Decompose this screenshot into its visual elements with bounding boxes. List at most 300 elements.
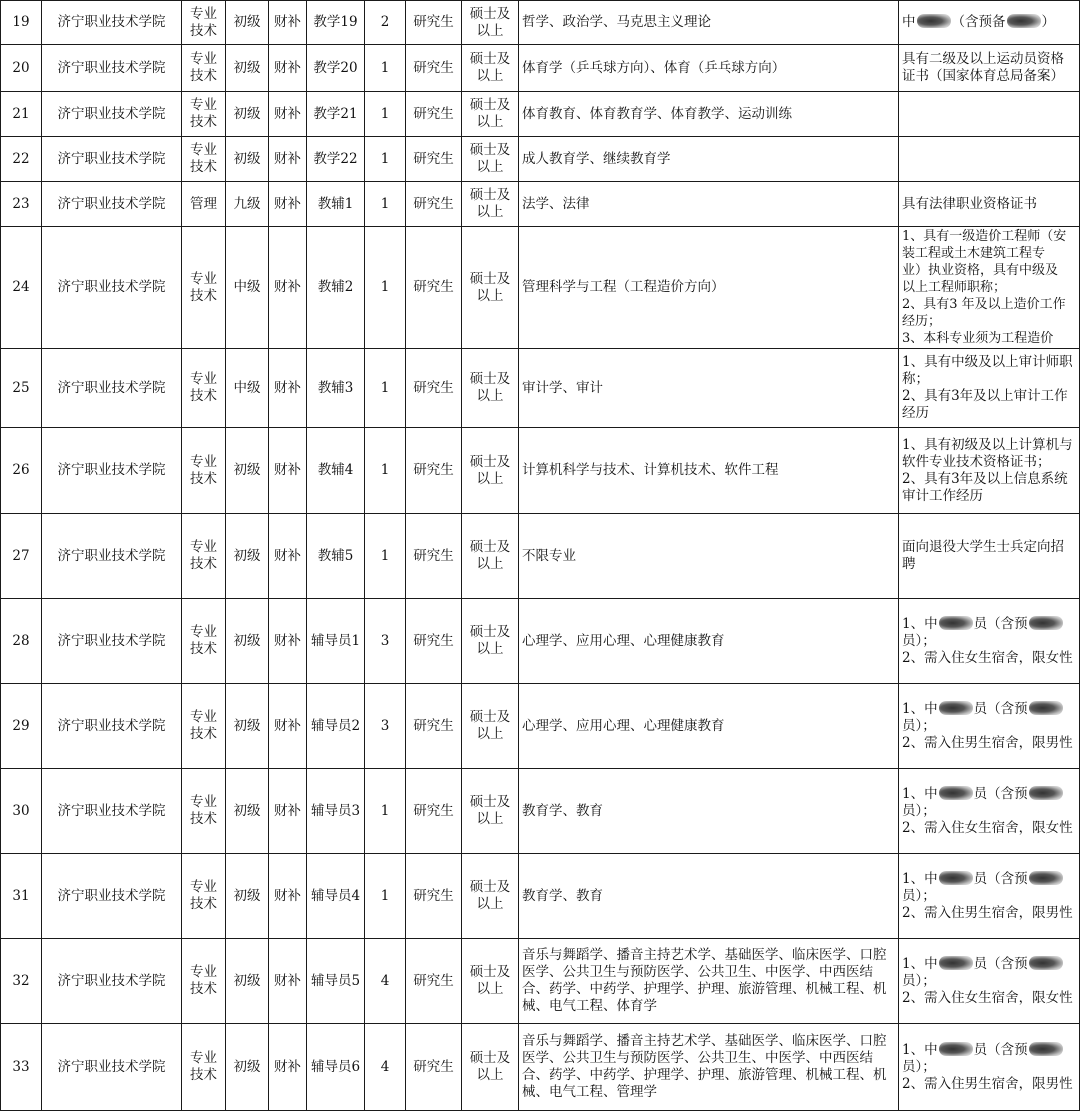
requirements-line: 员）；	[902, 1058, 936, 1075]
requirements-line: 员）；	[902, 887, 936, 904]
serial-number-cell: 32	[1, 939, 42, 1024]
requirements-fragment: 员（含预	[973, 955, 1028, 972]
table-row	[1, 684, 1080, 769]
organization-cell: 济宁职业技术学院	[42, 227, 182, 349]
table-row	[1, 92, 1080, 137]
post-level-cell: 初级	[226, 137, 269, 182]
requirements-line: 员）；	[902, 632, 936, 649]
post-level-cell: 初级	[226, 854, 269, 939]
requirements-line: 审计工作经历	[902, 487, 983, 504]
major-cell: 管理科学与工程（工程造价方向）	[519, 227, 899, 349]
post-type-cell-line: 专业	[190, 5, 217, 22]
post-type-cell-line: 专业	[190, 142, 217, 158]
organization-cell: 济宁职业技术学院	[42, 684, 182, 769]
post-level-cell: 初级	[226, 769, 269, 854]
post-name-cell: 教学22	[307, 137, 365, 182]
degree-cell-line: 以上	[476, 68, 504, 84]
headcount-cell: 1	[365, 45, 406, 92]
post-type-cell-line: 技术	[190, 22, 217, 39]
degree-cell-line: 硕士及	[469, 5, 511, 22]
degree-cell	[462, 227, 519, 349]
organization-cell: 济宁职业技术学院	[42, 1024, 182, 1111]
requirements-line: 1、具有初级及以上计算机与	[902, 436, 1073, 453]
degree-cell	[462, 514, 519, 599]
degree-cell-line: 以上	[476, 981, 504, 997]
education-cell: 研究生	[406, 92, 462, 137]
education-cell: 研究生	[406, 45, 462, 92]
serial-number-cell: 24	[1, 227, 42, 349]
post-type-cell-line: 专业	[190, 270, 217, 287]
redaction-mark	[939, 616, 973, 630]
requirements-cell	[899, 769, 1080, 854]
requirements-line: 2、需入住女生宿舍，限女性	[902, 649, 1073, 666]
requirements-cell	[899, 939, 1080, 1024]
degree-cell-line: 硕士及	[469, 453, 511, 470]
post-name-cell: 教学19	[307, 1, 365, 45]
post-type-cell	[182, 854, 226, 939]
post-level-cell: 初级	[226, 1, 269, 45]
post-level-cell: 中级	[226, 227, 269, 349]
post-name-cell: 辅导员3	[307, 769, 365, 854]
organization-cell: 济宁职业技术学院	[42, 514, 182, 599]
post-level-cell: 初级	[226, 939, 269, 1024]
redaction-mark	[917, 14, 951, 28]
requirements-line	[902, 701, 1076, 718]
headcount-cell: 4	[365, 939, 406, 1024]
redaction-mark	[939, 701, 973, 715]
post-type-cell	[182, 939, 226, 1024]
post-type-cell	[182, 45, 226, 92]
requirements-cell	[899, 1, 1080, 45]
funding-cell: 财补	[269, 349, 307, 428]
serial-number-cell: 29	[1, 684, 42, 769]
redaction-mark	[1029, 786, 1063, 800]
post-name-cell: 教辅2	[307, 227, 365, 349]
requirements-line: 1、具有中级及以上审计师职	[902, 354, 1073, 370]
degree-cell-line: 以上	[476, 470, 504, 487]
major-cell: 审计学、审计	[519, 349, 899, 428]
table-row	[1, 227, 1080, 349]
degree-cell-line: 硕士及	[469, 371, 511, 387]
requirements-cell	[899, 45, 1080, 92]
post-type-cell	[182, 92, 226, 137]
degree-cell-line: 硕士及	[469, 539, 511, 555]
funding-cell: 财补	[269, 684, 307, 769]
degree-cell-line: 以上	[476, 388, 504, 404]
post-type-cell-line: 技术	[190, 470, 217, 487]
funding-cell: 财补	[269, 1024, 307, 1111]
degree-cell-line: 硕士及	[469, 709, 511, 725]
post-level-cell: 初级	[226, 684, 269, 769]
headcount-cell: 1	[365, 227, 406, 349]
post-name-cell: 教辅1	[307, 182, 365, 227]
serial-number-cell: 27	[1, 514, 42, 599]
degree-cell-line: 硕士及	[469, 624, 511, 640]
degree-cell-line: 以上	[476, 22, 504, 39]
funding-cell: 财补	[269, 939, 307, 1024]
post-type-cell	[182, 428, 226, 514]
requirements-fragment: 1、中	[902, 785, 938, 802]
post-type-cell	[182, 227, 226, 349]
post-level-cell: 九级	[226, 182, 269, 227]
table-row	[1, 1024, 1080, 1111]
requirements-line: 业）执业资格，具有中级及	[902, 263, 1059, 278]
organization-cell: 济宁职业技术学院	[42, 1, 182, 45]
education-cell: 研究生	[406, 349, 462, 428]
organization-cell: 济宁职业技术学院	[42, 45, 182, 92]
post-level-cell: 初级	[226, 45, 269, 92]
post-type-cell	[182, 1, 226, 45]
serial-number-cell: 33	[1, 1024, 42, 1111]
requirements-fragment: 1、中	[902, 870, 938, 887]
funding-cell: 财补	[269, 1, 307, 45]
major-cell: 法学、法律	[519, 182, 899, 227]
post-type-cell	[182, 1024, 226, 1111]
post-type-cell-line: 技术	[190, 68, 217, 84]
post-type-cell	[182, 684, 226, 769]
post-name-cell: 辅导员1	[307, 599, 365, 684]
education-cell: 研究生	[406, 1, 462, 45]
degree-cell-line: 以上	[476, 204, 504, 220]
post-type-cell-line: 管理	[190, 195, 217, 212]
requirements-fragment: 员（含预	[973, 870, 1028, 887]
requirements-fragment: 员（含预	[973, 1041, 1028, 1058]
requirements-line: 员）；	[902, 972, 936, 989]
degree-cell-line: 以上	[476, 726, 504, 742]
headcount-cell: 3	[365, 599, 406, 684]
requirements-line: 经历；	[902, 314, 942, 329]
organization-cell: 济宁职业技术学院	[42, 92, 182, 137]
degree-cell-line: 以上	[476, 641, 504, 657]
post-type-cell-line: 专业	[190, 794, 217, 810]
requirements-cell	[899, 182, 1080, 227]
requirements-line	[902, 786, 1076, 803]
degree-cell	[462, 182, 519, 227]
education-cell: 研究生	[406, 939, 462, 1024]
headcount-cell: 1	[365, 514, 406, 599]
table-row	[1, 769, 1080, 854]
headcount-cell: 1	[365, 137, 406, 182]
redaction-mark	[939, 1042, 973, 1056]
requirements-cell	[899, 1024, 1080, 1111]
post-type-cell-line: 技术	[190, 811, 217, 827]
headcount-cell: 4	[365, 1024, 406, 1111]
post-name-cell: 辅导员2	[307, 684, 365, 769]
major-cell: 音乐与舞蹈学、播音主持艺术学、基础医学、临床医学、口腔医学、公共卫生与预防医学、公共卫生、中医学、中西医结合、药学、中药学、护理学、护理、旅游管理、机械工程、机械、电气工程、管理学	[519, 1024, 899, 1111]
post-type-cell-line: 专业	[190, 624, 217, 640]
serial-number-cell: 21	[1, 92, 42, 137]
degree-cell-line: 硕士及	[469, 97, 511, 113]
requirements-fragment: 中	[902, 14, 916, 30]
requirements-fragment: 1、中	[902, 1041, 938, 1058]
post-level-cell: 初级	[226, 428, 269, 514]
degree-cell-line: 以上	[476, 896, 504, 912]
major-cell: 成人教育学、继续教育学	[519, 137, 899, 182]
organization-cell: 济宁职业技术学院	[42, 428, 182, 514]
post-name-cell: 辅导员4	[307, 854, 365, 939]
serial-number-cell: 22	[1, 137, 42, 182]
degree-cell	[462, 854, 519, 939]
table-row	[1, 1, 1080, 45]
requirements-cell	[899, 137, 1080, 182]
organization-cell: 济宁职业技术学院	[42, 769, 182, 854]
requirements-line	[902, 616, 1076, 633]
requirements-line: 证书（国家体育总局备案）	[902, 68, 1064, 84]
major-cell: 教育学、教育	[519, 769, 899, 854]
table-row	[1, 428, 1080, 514]
headcount-cell: 1	[365, 854, 406, 939]
table-body	[1, 1, 1080, 1111]
organization-cell: 济宁职业技术学院	[42, 182, 182, 227]
requirements-line: 2、需入住男生宿舍，限男性	[902, 734, 1073, 751]
organization-cell: 济宁职业技术学院	[42, 137, 182, 182]
post-name-cell: 辅导员6	[307, 1024, 365, 1111]
degree-cell	[462, 137, 519, 182]
degree-cell-line: 以上	[476, 114, 504, 130]
post-type-cell	[182, 182, 226, 227]
headcount-cell: 2	[365, 1, 406, 45]
requirements-line: 以上工程师职称；	[902, 280, 1007, 295]
requirements-fragment: 员（含预	[973, 785, 1028, 802]
degree-cell-line: 硕士及	[469, 270, 511, 287]
requirements-fragment: 1、中	[902, 700, 938, 717]
degree-cell-line: 硕士及	[469, 794, 511, 810]
requirements-fragment: 员（含预	[973, 615, 1028, 632]
degree-cell	[462, 599, 519, 684]
headcount-cell: 1	[365, 769, 406, 854]
requirements-line: 面向退役大学生士兵定向招	[902, 539, 1064, 555]
degree-cell-line: 以上	[476, 287, 504, 304]
post-type-cell	[182, 599, 226, 684]
table-row	[1, 854, 1080, 939]
serial-number-cell: 19	[1, 1, 42, 45]
education-cell: 研究生	[406, 428, 462, 514]
requirements-fragment: 员（含预	[973, 700, 1028, 717]
requirements-line: 2、需入住女生宿舍，限女性	[902, 819, 1073, 836]
degree-cell-line: 以上	[476, 811, 504, 827]
organization-cell: 济宁职业技术学院	[42, 599, 182, 684]
degree-cell	[462, 769, 519, 854]
degree-cell	[462, 1, 519, 45]
major-cell: 体育教育、体育教育学、体育教学、运动训练	[519, 92, 899, 137]
post-type-cell-line: 专业	[190, 51, 217, 67]
requirements-line: 2、具有3年及以上信息系统	[902, 470, 1068, 487]
headcount-cell: 1	[365, 349, 406, 428]
requirements-line: 软件专业技术资格证书；	[902, 453, 1051, 470]
post-type-cell-line: 专业	[190, 1050, 217, 1066]
requirements-line: 2、需入住女生宿舍，限女性	[902, 989, 1073, 1006]
post-name-cell: 教辅5	[307, 514, 365, 599]
table-row	[1, 137, 1080, 182]
funding-cell: 财补	[269, 769, 307, 854]
redaction-mark	[939, 956, 973, 970]
degree-cell-line: 以上	[476, 1067, 504, 1083]
post-level-cell: 中级	[226, 349, 269, 428]
degree-cell-line: 以上	[476, 556, 504, 572]
post-type-cell-line: 技术	[190, 556, 217, 572]
requirements-fragment: 1、中	[902, 615, 938, 632]
post-type-cell-line: 技术	[190, 388, 217, 404]
serial-number-cell: 30	[1, 769, 42, 854]
degree-cell-line: 硕士及	[469, 51, 511, 67]
major-cell: 不限专业	[519, 514, 899, 599]
post-type-cell-line: 技术	[190, 114, 217, 130]
major-cell: 心理学、应用心理、心理健康教育	[519, 684, 899, 769]
requirements-line: 1、具有一级造价工程师（安	[902, 229, 1067, 244]
requirements-fragment: ）	[1041, 14, 1055, 30]
serial-number-cell: 23	[1, 182, 42, 227]
post-type-cell-line: 专业	[190, 539, 217, 555]
major-cell: 教育学、教育	[519, 854, 899, 939]
degree-cell	[462, 684, 519, 769]
post-type-cell-line: 专业	[190, 97, 217, 113]
post-type-cell	[182, 137, 226, 182]
education-cell: 研究生	[406, 769, 462, 854]
requirements-cell	[899, 854, 1080, 939]
requirements-fragment: 1、中	[902, 955, 938, 972]
education-cell: 研究生	[406, 599, 462, 684]
organization-cell: 济宁职业技术学院	[42, 854, 182, 939]
funding-cell: 财补	[269, 514, 307, 599]
post-type-cell-line: 专业	[190, 371, 217, 387]
organization-cell: 济宁职业技术学院	[42, 349, 182, 428]
funding-cell: 财补	[269, 182, 307, 227]
post-name-cell: 教辅4	[307, 428, 365, 514]
requirements-line	[902, 956, 1076, 973]
requirements-cell	[899, 92, 1080, 137]
serial-number-cell: 20	[1, 45, 42, 92]
funding-cell: 财补	[269, 428, 307, 514]
table-row	[1, 349, 1080, 428]
serial-number-cell: 28	[1, 599, 42, 684]
organization-cell: 济宁职业技术学院	[42, 939, 182, 1024]
degree-cell-line: 硕士及	[469, 1050, 511, 1066]
degree-cell	[462, 939, 519, 1024]
requirements-line: 具有二级及以上运动员资格	[902, 51, 1064, 67]
post-type-cell-line: 技术	[190, 896, 217, 912]
requirements-cell	[899, 599, 1080, 684]
redaction-mark	[1029, 871, 1063, 885]
redaction-mark	[939, 786, 973, 800]
table-row	[1, 599, 1080, 684]
post-type-cell-line: 技术	[190, 981, 217, 997]
major-cell: 心理学、应用心理、心理健康教育	[519, 599, 899, 684]
requirements-cell	[899, 349, 1080, 428]
headcount-cell: 1	[365, 92, 406, 137]
degree-cell	[462, 92, 519, 137]
requirements-cell	[899, 684, 1080, 769]
post-name-cell: 教学20	[307, 45, 365, 92]
requirements-line	[902, 871, 1076, 888]
requirements-line: 员）；	[902, 802, 936, 819]
funding-cell: 财补	[269, 45, 307, 92]
headcount-cell: 1	[365, 428, 406, 514]
post-name-cell: 教学21	[307, 92, 365, 137]
requirements-line: 2、具有3 年及以上造价工作	[902, 297, 1066, 312]
funding-cell: 财补	[269, 92, 307, 137]
post-type-cell-line: 技术	[190, 159, 217, 175]
education-cell: 研究生	[406, 137, 462, 182]
requirements-line: 2、需入住男生宿舍，限男性	[902, 904, 1073, 921]
degree-cell-line: 硕士及	[469, 187, 511, 203]
redaction-mark	[1029, 616, 1063, 630]
degree-cell-line: 硕士及	[469, 964, 511, 980]
post-name-cell: 辅导员5	[307, 939, 365, 1024]
education-cell: 研究生	[406, 684, 462, 769]
post-level-cell: 初级	[226, 92, 269, 137]
degree-cell-line: 硕士及	[469, 142, 511, 158]
post-level-cell: 初级	[226, 1024, 269, 1111]
funding-cell: 财补	[269, 599, 307, 684]
redaction-mark	[1007, 14, 1041, 28]
education-cell: 研究生	[406, 854, 462, 939]
education-cell: 研究生	[406, 1024, 462, 1111]
requirements-line: 装工程或土木建筑工程专	[902, 246, 1046, 261]
post-type-cell-line: 专业	[190, 709, 217, 725]
degree-cell	[462, 349, 519, 428]
serial-number-cell: 26	[1, 428, 42, 514]
table-row	[1, 939, 1080, 1024]
requirements-fragment: （含预备	[951, 14, 1006, 30]
table-row	[1, 514, 1080, 599]
major-cell: 音乐与舞蹈学、播音主持艺术学、基础医学、临床医学、口腔医学、公共卫生与预防医学、公共卫生、中医学、中西医结合、药学、中药学、护理学、护理、旅游管理、机械工程、机械、电气工程、体育学	[519, 939, 899, 1024]
requirements-cell	[899, 428, 1080, 514]
redaction-mark	[939, 871, 973, 885]
requirements-line: 称；	[902, 371, 929, 387]
post-type-cell	[182, 514, 226, 599]
funding-cell: 财补	[269, 854, 307, 939]
requirements-line: 具有法律职业资格证书	[902, 195, 1037, 212]
serial-number-cell: 31	[1, 854, 42, 939]
degree-cell-line: 硕士及	[469, 879, 511, 895]
requirements-line: 2、需入住男生宿舍，限男性	[902, 1075, 1073, 1092]
major-cell: 哲学、政治学、马克思主义理论	[519, 1, 899, 45]
post-type-cell-line: 技术	[190, 1067, 217, 1083]
post-type-cell-line: 专业	[190, 879, 217, 895]
post-type-cell-line: 技术	[190, 287, 217, 304]
table-row	[1, 182, 1080, 227]
requirements-line	[902, 1042, 1076, 1059]
degree-cell-line: 以上	[476, 159, 504, 175]
post-level-cell: 初级	[226, 599, 269, 684]
post-type-cell-line: 专业	[190, 964, 217, 980]
funding-cell: 财补	[269, 137, 307, 182]
requirements-line: 2、具有3年及以上审计工作	[902, 388, 1068, 404]
requirements-line: 聘	[902, 556, 916, 572]
requirements-line: 经历	[902, 405, 929, 421]
redaction-mark	[1029, 701, 1063, 715]
post-type-cell-line: 技术	[190, 641, 217, 657]
post-type-cell-line: 技术	[190, 726, 217, 742]
funding-cell: 财补	[269, 227, 307, 349]
redaction-mark	[1029, 956, 1063, 970]
major-cell: 体育学（乒乓球方向）、体育（乒乓球方向）	[519, 45, 899, 92]
post-type-cell	[182, 769, 226, 854]
post-name-cell: 教辅3	[307, 349, 365, 428]
post-type-cell	[182, 349, 226, 428]
degree-cell	[462, 1024, 519, 1111]
requirements-line: 3、本科专业须为工程造价	[902, 331, 1054, 346]
table-row	[1, 45, 1080, 92]
serial-number-cell: 25	[1, 349, 42, 428]
degree-cell	[462, 428, 519, 514]
major-cell: 计算机科学与技术、计算机技术、软件工程	[519, 428, 899, 514]
requirements-cell	[899, 227, 1080, 349]
degree-cell	[462, 45, 519, 92]
requirements-line	[902, 14, 1076, 31]
headcount-cell: 3	[365, 684, 406, 769]
post-type-cell-line: 专业	[190, 453, 217, 470]
